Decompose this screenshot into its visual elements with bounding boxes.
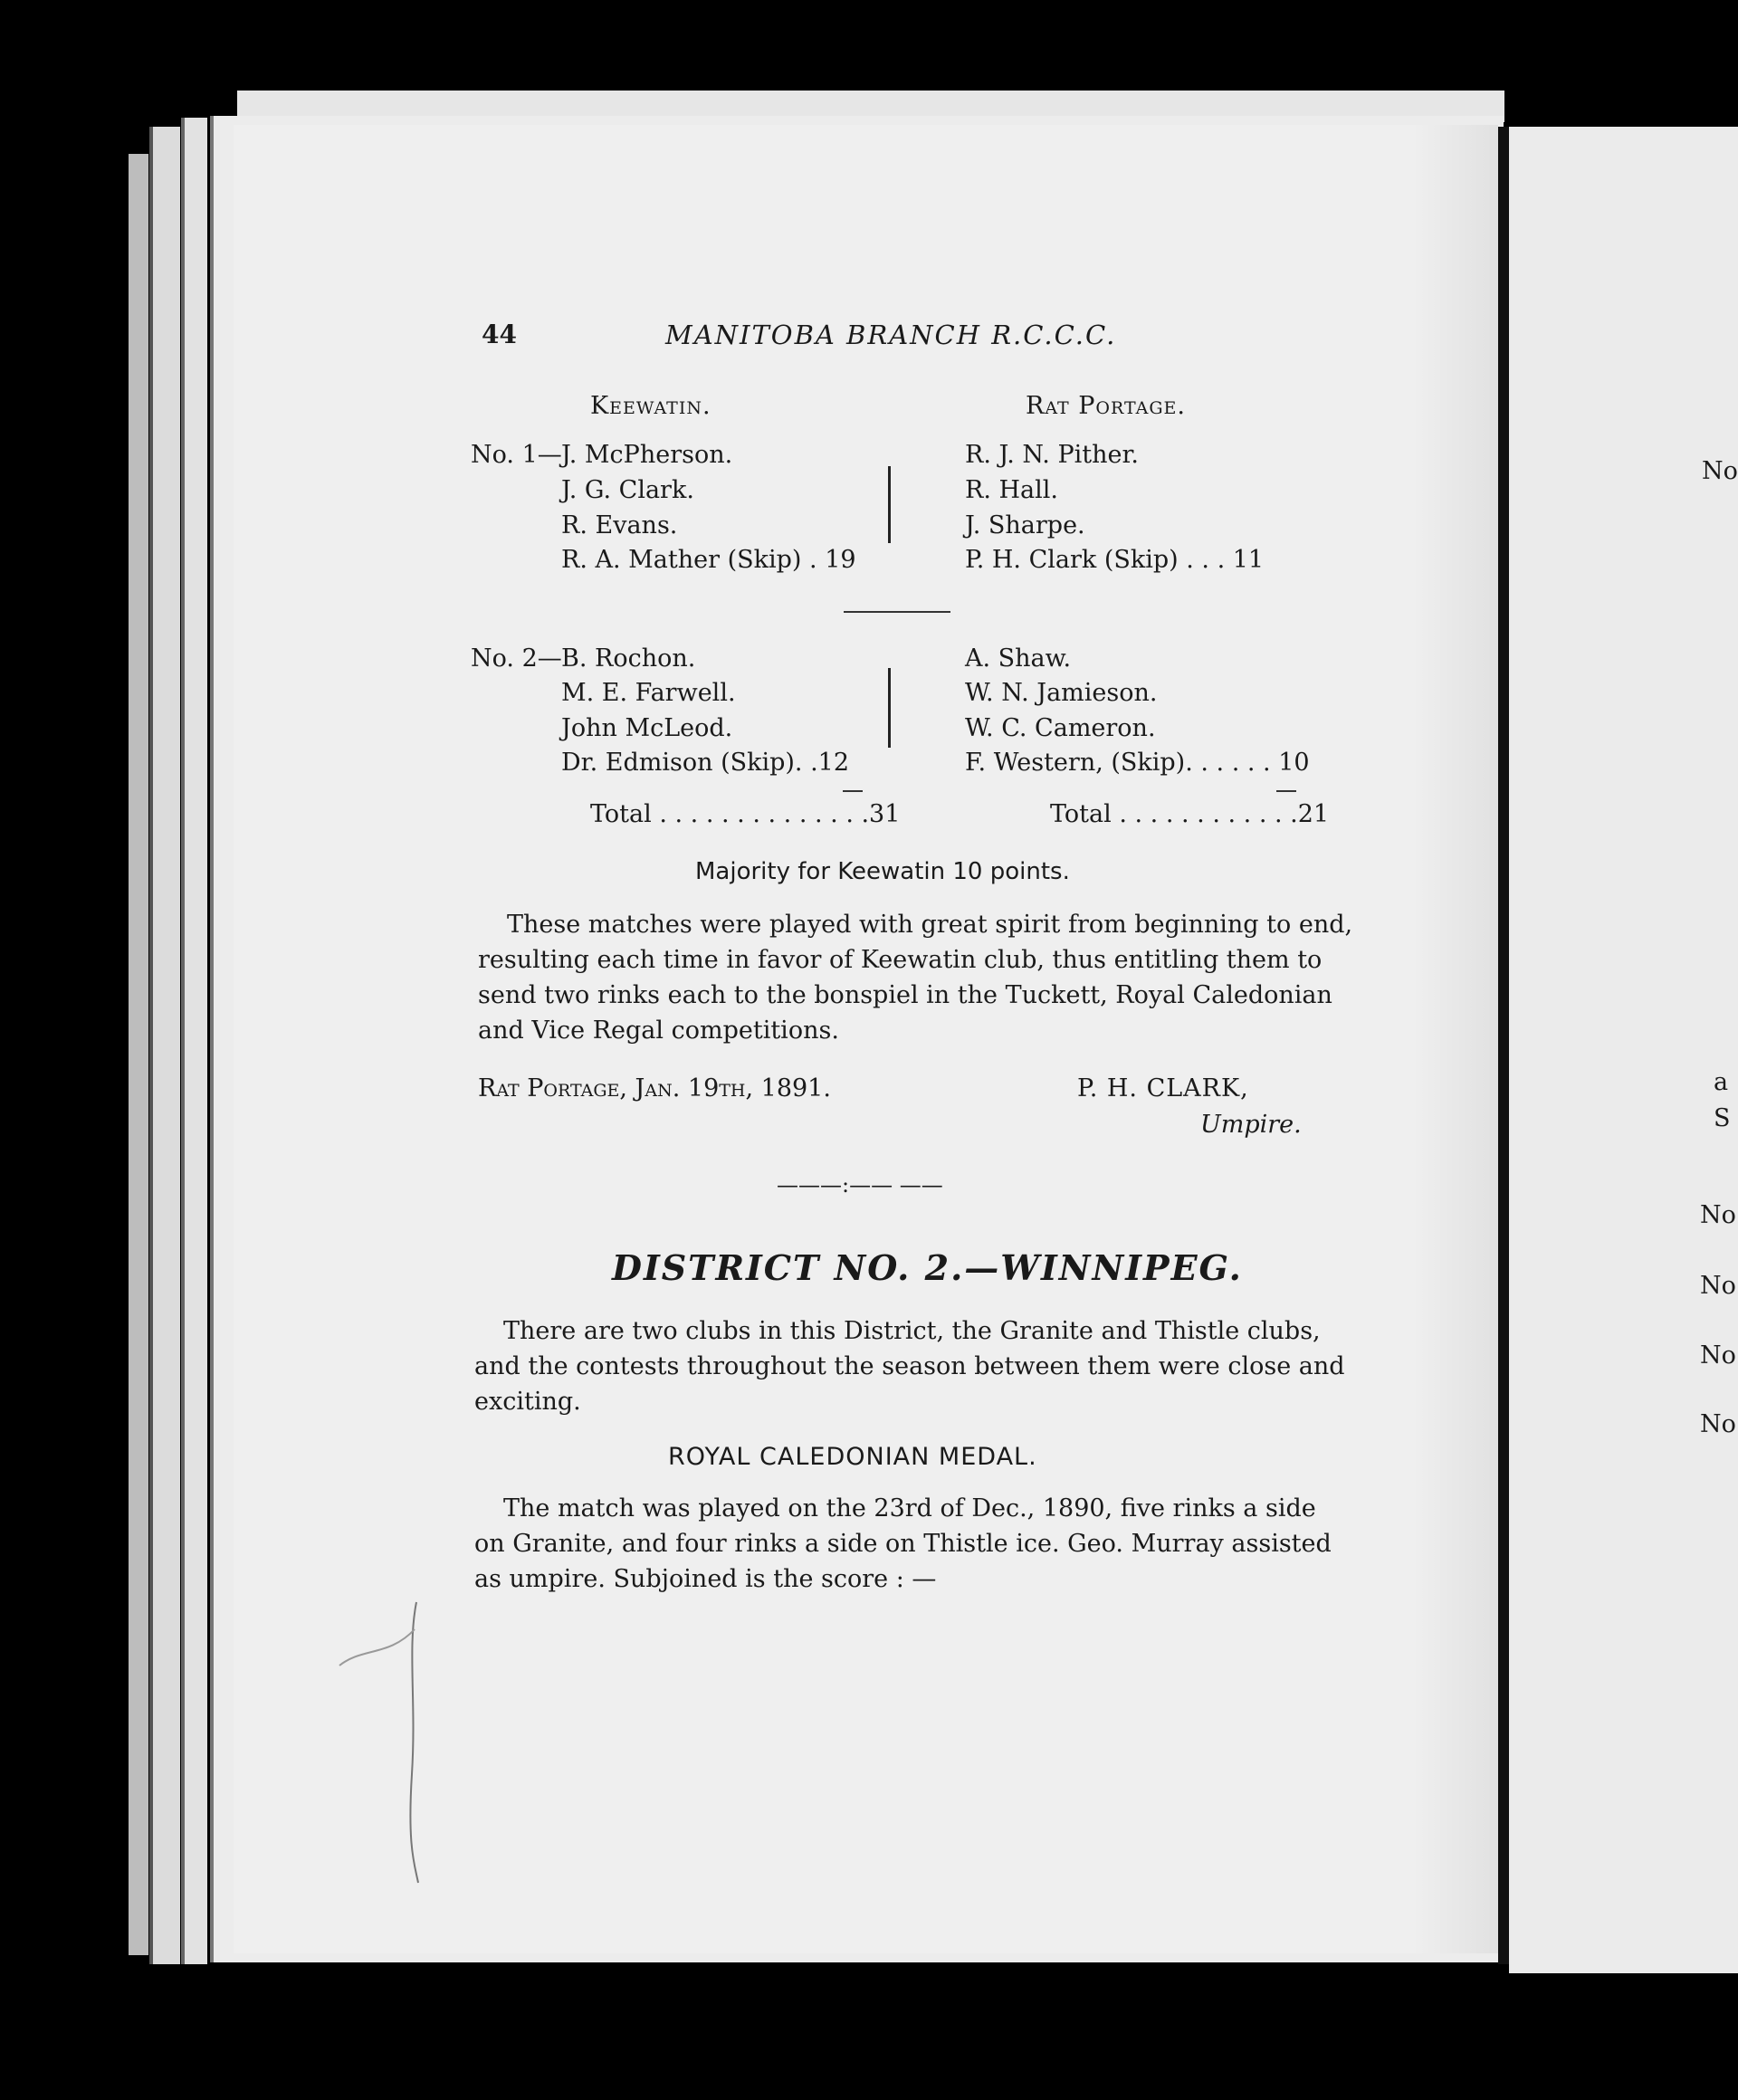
- page-number: 44: [482, 320, 517, 349]
- paragraph-line: exciting.: [474, 1388, 581, 1416]
- place-date: Rat Portage, Jan. 19th, 1891.: [478, 1074, 831, 1102]
- book-gutter: [1498, 127, 1509, 1964]
- player-name: W. C. Cameron.: [965, 714, 1156, 742]
- team-heading-rat-portage: Rat Portage.: [1026, 392, 1186, 420]
- player-name: A. Shaw.: [965, 644, 1072, 673]
- divider-rule: [844, 611, 950, 613]
- right-page-fragment: a: [1714, 1068, 1729, 1096]
- player-name: J. Sharpe.: [965, 511, 1085, 539]
- column-rule: [888, 668, 891, 748]
- player-name: J. McPherson.: [561, 441, 733, 469]
- right-page-fragment: No: [1700, 1410, 1736, 1438]
- right-page-fragment: No: [1702, 457, 1738, 485]
- sum-rule: [1276, 790, 1296, 792]
- right-page-fragment: S: [1714, 1104, 1731, 1132]
- rink-label: No. 2—: [471, 644, 562, 673]
- player-skip-score: F. Western, (Skip). . . . . . 10: [965, 749, 1310, 777]
- paragraph-line: resulting each time in favor of Keewatin club, thus entitling them to: [478, 946, 1323, 974]
- right-page: [1509, 127, 1738, 1973]
- player-name: M. E. Farwell.: [561, 679, 736, 707]
- player-name: W. N. Jamieson.: [965, 679, 1158, 707]
- paragraph-line: and the contests throughout the season between them were close and: [474, 1352, 1345, 1380]
- paragraph-line: send two rinks each to the bonspiel in the Tuckett, Royal Caledonian: [478, 981, 1332, 1009]
- majority-line: Majority for Keewatin 10 points.: [695, 858, 1070, 885]
- paragraph-line: on Granite, and four rinks a side on Thistle ice. Geo. Murray assisted: [474, 1530, 1332, 1558]
- signatory-role: Umpire.: [1200, 1111, 1302, 1139]
- page-shadow: [1412, 125, 1498, 1953]
- player-name: John McLeod.: [561, 714, 733, 742]
- column-rule: [888, 466, 891, 543]
- book-edge: [181, 118, 207, 1964]
- paragraph-line: as umpire. Subjoined is the score : —: [474, 1565, 937, 1593]
- player-name: R. Evans.: [561, 511, 678, 539]
- medal-heading: ROYAL CALEDONIAN MEDAL.: [668, 1443, 1037, 1471]
- total-keewatin: Total . . . . . . . . . . . . . .31: [590, 800, 901, 828]
- right-page-fragment: No: [1700, 1201, 1736, 1229]
- player-name: J. G. Clark.: [561, 476, 694, 504]
- player-skip-score: Dr. Edmison (Skip). .12: [561, 749, 850, 777]
- pencil-mark: [335, 1593, 434, 1892]
- paragraph-line: The match was played on the 23rd of Dec., 1890, five rinks a side: [503, 1494, 1316, 1522]
- sum-rule: [843, 790, 863, 792]
- paragraph-line: These matches were played with great spirit from beginning to end,: [507, 911, 1353, 939]
- player-name: R. Hall.: [965, 476, 1058, 504]
- book-edge: [129, 154, 148, 1955]
- right-page-fragment: No: [1700, 1272, 1736, 1300]
- right-page-fragment: No: [1700, 1341, 1736, 1370]
- paragraph-line: There are two clubs in this District, the Granite and Thistle clubs,: [503, 1317, 1321, 1345]
- player-skip-score: R. A. Mather (Skip) . 19: [561, 546, 856, 574]
- player-name: R. J. N. Pither.: [965, 441, 1139, 469]
- paragraph-line: and Vice Regal competitions.: [478, 1017, 839, 1045]
- section-separator: ———:—— ——: [777, 1172, 943, 1198]
- rink-label: No. 1—: [471, 441, 562, 469]
- signatory-name: P. H. CLARK,: [1077, 1074, 1249, 1102]
- team-heading-keewatin: Keewatin.: [590, 392, 711, 420]
- district-heading: DISTRICT NO. 2.—WINNIPEG.: [612, 1247, 1243, 1288]
- total-rat-portage: Total . . . . . . . . . . . .21: [1050, 800, 1330, 828]
- running-title: MANITOBA BRANCH R.C.C.C.: [665, 320, 1117, 350]
- book-edge: [149, 127, 180, 1964]
- player-skip-score: P. H. Clark (Skip) . . . 11: [965, 546, 1265, 574]
- player-name: B. Rochon.: [561, 644, 696, 673]
